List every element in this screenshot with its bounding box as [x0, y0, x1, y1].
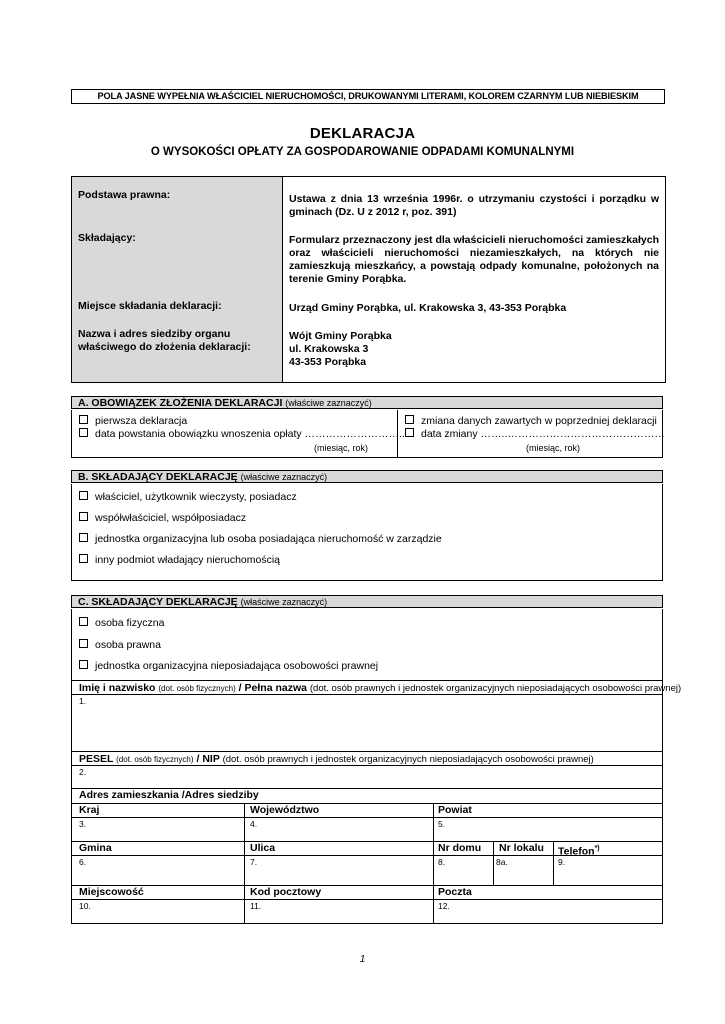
instruction-banner: POLA JASNE WYPEŁNIA WŁAŚCICIEL NIERUCHOMOŚCI, DRUKOWANYMI LITERAMI, KOLOREM CZARNYM LUB NIEBIESKIM	[71, 89, 665, 104]
rule	[72, 765, 662, 766]
rule	[72, 885, 662, 886]
kraj-label: Kraj	[79, 804, 100, 816]
name-head-e: (dot. osób prawnych i jednostek organizacyjnych nieposiadających osobowości prawnej)	[309, 683, 682, 694]
checkbox-first-declaration[interactable]	[79, 415, 88, 424]
section-b-title: B. SKŁADAJĄCY DEKLARACJĘ	[78, 471, 238, 483]
page-number: 1	[359, 954, 366, 965]
checkbox-change-date[interactable]	[405, 428, 414, 437]
checkbox-unit-no-legal[interactable]	[79, 660, 88, 669]
section-a-body	[71, 410, 663, 458]
unit-no-legal-label: jednostka organizacyjna nieposiadająca osobowości prawnej	[95, 660, 379, 672]
obligation-date-label: data powstania obowiązku wnoszenia opłaty ………………………..	[95, 428, 405, 440]
section-a-header	[71, 396, 663, 409]
pesel-head-b: (dot. osób fizycznych)	[116, 755, 194, 764]
name-head-c: /	[235, 682, 245, 694]
section-b-hint: (właściwe zaznaczyć)	[240, 472, 328, 482]
telefon-footnote-mark: *)	[594, 845, 600, 852]
checkbox-obligation-date[interactable]	[79, 428, 88, 437]
address-header: Adres zamieszkania /Adres siedziby	[79, 789, 259, 801]
document-title: DEKLARACJA	[309, 125, 416, 142]
pesel-head-e: (dot. osób prawnych i jednostek organizacyjnych nieposiadających osobowości prawnej)	[222, 754, 594, 765]
nr-lokalu-field[interactable]: 8a.	[496, 857, 508, 867]
obligation-date-note: (miesiąc, rok)	[313, 443, 368, 453]
pesel-head-a: PESEL	[79, 753, 114, 765]
checkbox-data-change[interactable]	[405, 415, 414, 424]
change-date-label: data zmiany ……..………………………………………	[421, 428, 665, 440]
option-legal-person[interactable]	[79, 639, 161, 652]
powiat-field[interactable]: 5.	[438, 819, 446, 829]
section-c-header	[71, 595, 663, 608]
checkbox-natural-person[interactable]	[79, 617, 88, 626]
option-change-date[interactable]	[405, 428, 665, 441]
name-head-a: Imię i nazwisko	[79, 682, 156, 694]
legal-info-table	[71, 176, 666, 383]
ulica-field[interactable]: 7.	[250, 857, 258, 867]
organ-label: Nazwa i adres siedziby organu właściwego do złożenia deklaracji:	[78, 328, 251, 353]
checkbox-owner[interactable]	[79, 491, 88, 500]
option-obligation-date[interactable]	[79, 428, 405, 441]
telefon-field[interactable]: 9.	[558, 857, 566, 867]
natural-person-label: osoba fizyczna	[95, 617, 165, 629]
option-unit-no-legal[interactable]	[79, 660, 378, 673]
podstawa-label: Podstawa prawna:	[78, 189, 171, 201]
miejscowosc-label: Miejscowość	[79, 886, 144, 898]
kod-pocztowy-field[interactable]: 11.	[250, 901, 262, 911]
info-values-column	[283, 177, 665, 382]
rule	[72, 680, 662, 681]
change-date-note: (miesiąc, rok)	[525, 443, 580, 453]
section-a-title: A. OBOWIĄZEK ZŁOŻENIA DEKLARACJI	[78, 397, 283, 409]
section-b-header	[71, 470, 663, 483]
organizational-unit-label: jednostka organizacyjna lub osoba posiadająca nieruchomość w zarządzie	[95, 533, 442, 545]
section-b-body	[71, 484, 663, 581]
checkbox-legal-person[interactable]	[79, 639, 88, 648]
co-owner-label: współwłaściciel, współposiadacz	[95, 512, 247, 524]
section-c-hint: (właściwe zaznaczyć)	[240, 597, 328, 607]
pesel-field-number[interactable]: 2.	[79, 767, 87, 777]
grid-divider	[244, 803, 245, 923]
miejsce-label: Miejsce składania deklaracji:	[78, 300, 222, 312]
kod-pocztowy-label: Kod pocztowy	[250, 886, 322, 898]
miejsce-value: Urząd Gminy Porąbka, ul. Krakowska 3, 43-353 Porąbka	[289, 302, 567, 314]
wojewodztwo-field[interactable]: 4.	[250, 819, 258, 829]
podstawa-value: Ustawa z dnia 13 września 1996r. o utrzymaniu czystości i porządku w gminach (Dz. U z 2012 r, poz. 391)	[289, 193, 659, 218]
owner-label: właściciel, użytkownik wieczysty, posiadacz	[95, 491, 297, 503]
skladajacy-value: Formularz przeznaczony jest dla właścicieli nieruchomości zamieszkałych oraz właścicieli nieruchomości niezamieszkałych, na których nie zamieszkują mieszkańcy, a powstają odpady komunalne, położonych na terenie Gminy Porąbka.	[289, 234, 659, 285]
rule	[72, 803, 662, 804]
name-field-number[interactable]: 1.	[79, 696, 87, 706]
poczta-field[interactable]: 12.	[438, 901, 450, 911]
checkbox-other-entity[interactable]	[79, 554, 88, 563]
grid-divider	[553, 841, 554, 885]
skladajacy-label: Składający:	[78, 232, 136, 244]
checkbox-co-owner[interactable]	[79, 512, 88, 521]
gmina-label: Gmina	[79, 842, 112, 854]
name-head-d: Pełna nazwa	[244, 682, 307, 694]
grid-divider	[493, 841, 494, 885]
wojewodztwo-label: Województwo	[250, 804, 320, 816]
section-c-title: C. SKŁADAJĄCY DEKLARACJĘ	[78, 596, 238, 608]
poczta-label: Poczta	[438, 886, 472, 898]
telefon-label-text: Telefon	[558, 845, 595, 858]
pesel-head-d: NIP	[202, 753, 220, 765]
ulica-label: Ulica	[250, 842, 276, 854]
section-c-body	[71, 609, 682, 924]
nr-lokalu-label: Nr lokalu	[499, 842, 544, 854]
option-first-declaration[interactable]	[79, 415, 187, 428]
info-labels-column	[72, 177, 283, 382]
rule	[72, 751, 662, 752]
pesel-head-c: /	[193, 753, 203, 765]
section-a-hint: (właściwe zaznaczyć)	[285, 398, 372, 408]
rule	[72, 855, 662, 856]
document-subtitle: O WYSOKOŚCI OPŁATY ZA GOSPODAROWANIE ODPADAMI KOMUNALNYMI	[150, 146, 575, 158]
option-data-change[interactable]	[405, 415, 657, 428]
first-declaration-label: pierwsza deklaracja	[95, 415, 188, 427]
miejscowosc-field[interactable]: 10.	[79, 901, 91, 911]
nr-domu-label: Nr domu	[438, 842, 482, 854]
rule	[72, 694, 662, 695]
name-head-b: (dot. osób fizycznych)	[158, 684, 236, 693]
checkbox-organizational-unit[interactable]	[79, 533, 88, 542]
rule	[72, 817, 662, 818]
powiat-label: Powiat	[438, 804, 472, 816]
organ-value: Wójt Gminy Porąbka ul. Krakowska 3 43-353 Porąbka	[289, 330, 392, 368]
option-owner[interactable]	[79, 491, 297, 504]
gmina-field[interactable]: 6.	[79, 857, 87, 867]
option-other-entity[interactable]	[79, 554, 280, 567]
nr-domu-field[interactable]: 8.	[438, 857, 446, 867]
option-co-owner[interactable]	[79, 512, 246, 525]
other-entity-label: inny podmiot władający nieruchomością	[95, 554, 281, 566]
kraj-field[interactable]: 3.	[79, 819, 87, 829]
option-organizational-unit[interactable]	[79, 533, 442, 546]
legal-person-label: osoba prawna	[95, 639, 161, 651]
rule	[72, 899, 662, 900]
grid-divider	[433, 803, 434, 923]
option-natural-person[interactable]	[79, 617, 164, 630]
data-change-label: zmiana danych zawartych w poprzedniej deklaracji	[421, 415, 657, 427]
